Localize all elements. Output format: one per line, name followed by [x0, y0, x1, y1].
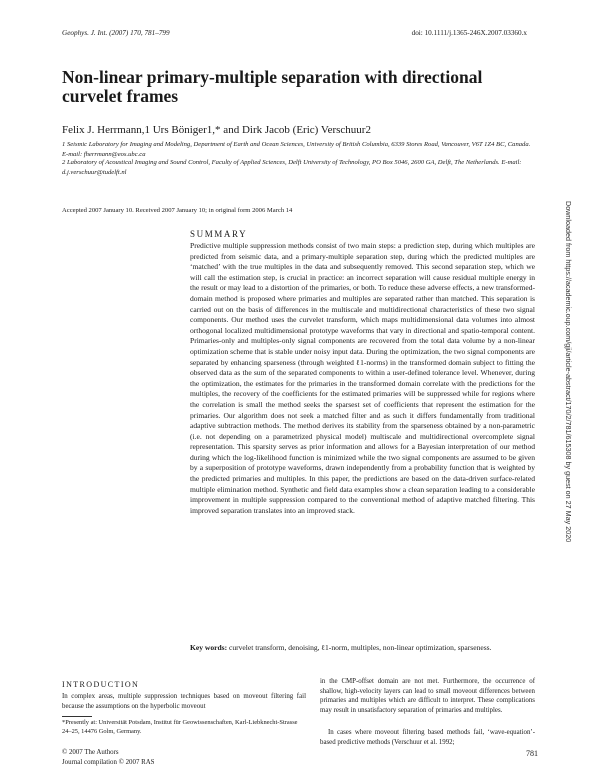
summary-heading: SUMMARY [190, 229, 248, 239]
keywords-text: curvelet transform, denoising, ℓ1-norm, multiples, non-linear optimization, sparseness. [229, 643, 492, 652]
footnote: *Presently at: Universität Potsdam, Institut für Geowissenschaften, Karl-Liebknecht-Strasse 24–25, 14476 Golm, Germany. [62, 719, 298, 735]
footnote-rule [62, 716, 92, 717]
journal-compilation: Journal compilation © 2007 RAS [62, 759, 155, 766]
copyright: © 2007 The Authors [62, 749, 119, 756]
affiliation-1: 1 Seismic Laboratory for Imaging and Modeling, Department of Earth and Ocean Sciences, University of British Columbia, 6339 Stores Road, Vancouver, V6T 1Z4 BC, Canada. E-mail: fherrmann@eos.ubc.ca [62, 141, 531, 158]
right-column-paragraph-1: in the CMP-offset domain are not met. Furthermore, the occurrence of shallow, high-velocity layers can lead to small moveout differences between primaries and multiples which are difficult to interpret. These complications may result in unsatisfactory separation of primaries and multiples. [320, 678, 535, 714]
doi[interactable]: doi: 10.1111/j.1365-246X.2007.03360.x [411, 29, 527, 37]
keywords [190, 643, 535, 654]
keywords-label: Key words: [190, 643, 228, 652]
introduction-body: In complex areas, multiple suppression techniques based on moveout filtering fail because the assumptions on the hyperbolic moveout [62, 693, 306, 710]
received-dates: Accepted 2007 January 10. Received 2007 January 10; in original form 2006 March 14 [62, 207, 293, 214]
journal-citation: Geophys. J. Int. (2007) 170, 781–799 [62, 29, 170, 37]
download-notice[interactable]: Downloaded from https://academic.oup.com/gji/article-abstract/170/2/781/615308 by guest on 27 May 2020 [564, 201, 573, 543]
affiliation-2: 2 Laboratory of Acoustical Imaging and Sound Control, Faculty of Applied Sciences, Delft University of Technology, PO Box 5046, 2600 GA, Delft, The Netherlands. E-mail: d.j.verschuur@tudelft.nl [62, 159, 522, 176]
right-column-paragraph-2: In cases where moveout filtering based methods fail, ‘wave-equation’-based predictive methods (Verschuur et al. 1992; [320, 729, 535, 746]
author-list: Felix J. Herrmann,1 Urs Böniger1,* and Dirk Jacob (Eric) Verschuur2 [62, 124, 371, 136]
summary-body: Predictive multiple suppression methods consist of two main steps: a prediction step, during which multiples are predicted from seismic data, and a primary-multiple separation step, during which the predicted multiples are ‘matched’ with the true multiples in the data and subsequently removed. This second separation step, which we will call the estimation step, is crucial in practice: an incorrect separation will cause residual multiple energy in the result or may lead to a distortion of the primaries, or both. To reduce these adverse effects, a new transformed-domain method is proposed where primaries and multiples are separated rather than matched. This separation is carried out on the basis of differences in the multiscale and multidirectional characteristics of these two signal components. Our method uses the curvelet transform, which maps multidimensional data volumes into almost orthogonal localized multidimensional prototype waveforms that vary in directional and spatio-temporal content. Primaries-only and multiples-only signal components are recovered from the total data volume by a non-linear optimization scheme that is stable under noisy input data. During the optimization, the two signal components are separated by enhancing sparseness (through weighted ℓ1-norms) in the transformed domain subject to fitting the observed data as the sum of the separated components to within a user-defined tolerance level. Whenever, during the optimization, the estimates for the primaries in the transformed domain correlate with the predictions for the multiples, the recovery of the coefficients for the estimated primaries will be suppressed while for regions where the correlation is small the method seeks the sparsest set of coefficients that represent the estimation for the primaries. Our algorithm does not seek a matched filter and as such it differs fundamentally from traditional adaptive subtraction methods. The method derives its stability from the sparseness obtained by a non-parametric (i.e. not depending on a parametrized physical model) multiscale and multidirectional overcomplete signal representation. This sparsity serves as prior information and allows for a Bayesian interpretation of our method during which the log-likelihood function is minimized while the two signal components are assumed to be given by a superposition of prototype waveforms, drawn independently from a probability function that is weighted by the predicted primaries and multiples. In this paper, the predictions are based on the data-driven surface-related multiple elimination method. Synthetic and field data examples show a clean separation leading to a considerable improvement in multiple suppression compared to the conventional method of adaptive matched filtering. This improved separation translates into an improved stack. [190, 241, 535, 515]
introduction-heading: INTRODUCTION [62, 680, 140, 689]
paper-title: Non-linear primary-multiple separation with directional curvelet frames [62, 67, 483, 106]
page-number: 781 [526, 749, 538, 758]
